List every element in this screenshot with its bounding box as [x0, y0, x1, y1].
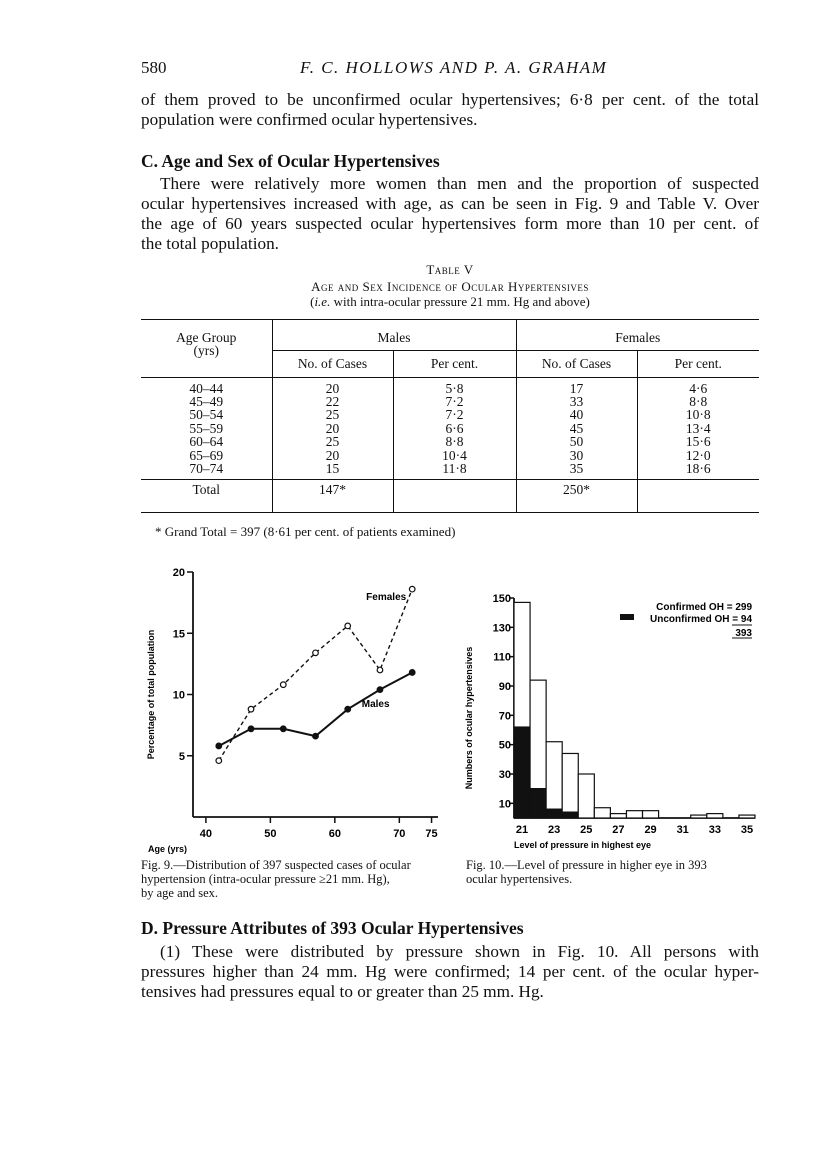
- x-tick-label: 40: [199, 828, 213, 840]
- table-footnote: * Grand Total = 397 (8·61 per cent. of patients examined): [155, 524, 456, 539]
- text-line: tensives had pressures equal to or greater than 25 mm. Hg.: [141, 982, 544, 1001]
- cell-m-pct: 7·2: [393, 395, 516, 409]
- bar-confirmed: [562, 753, 578, 812]
- data-point-females: [280, 682, 286, 688]
- y-axis-label: Percentage of total population: [146, 629, 156, 760]
- text-line: pressures higher than 24 mm. Hg were confirmed; 14 per cent. of the ocular hyper-: [141, 962, 759, 981]
- text-line: There were relatively more women than men and the proportion of suspected: [160, 174, 759, 193]
- y-tick-label: 10: [172, 689, 185, 702]
- x-axis-label: Age (yrs): [148, 844, 188, 854]
- cell-f-pct: 8·8: [637, 395, 759, 409]
- bar-confirmed: [707, 814, 723, 818]
- cell-m-pct: 7·2: [393, 408, 516, 422]
- section-c-heading: C. Age and Sex of Ocular Hypertensives: [141, 151, 440, 171]
- page-number: 580: [141, 58, 167, 77]
- fig9-line-chart: [138, 560, 448, 860]
- bar-confirmed: [643, 811, 659, 818]
- table-row: [141, 395, 759, 409]
- y-tick-label: 5: [178, 750, 185, 763]
- data-point-males: [409, 670, 415, 676]
- header-male-cases: No. of Cases: [272, 351, 393, 378]
- y-tick-label: 20: [172, 567, 185, 579]
- table-label-text: Table V: [426, 262, 474, 277]
- x-tick-label: 50: [264, 828, 277, 840]
- cell-f-cases: 40: [516, 408, 637, 422]
- cell-f-cases: 30: [516, 449, 637, 463]
- data-point-females: [377, 667, 383, 673]
- cell-m-cases: 20: [272, 378, 393, 395]
- total-females-empty: [637, 479, 759, 512]
- table-label: [141, 262, 759, 277]
- cell-m-pct: 8·8: [393, 435, 516, 449]
- table-title: [141, 279, 759, 294]
- y-tick-label: 10: [498, 798, 511, 811]
- cell-age: 40–44: [189, 380, 224, 396]
- table-body: [141, 378, 759, 480]
- table-v: [141, 319, 759, 513]
- header-age-group-label: Age Group: [176, 330, 237, 345]
- x-tick-label: 21: [515, 824, 529, 836]
- text-line: the age of 60 years suspected ocular hypertensives form more than 10 per cent. of: [141, 214, 759, 233]
- x-tick-label: 60: [328, 828, 341, 840]
- caption-line: Fig. 10.—Level of pressure in higher eye in 393: [466, 858, 707, 872]
- cell-f-pct: 18·6: [637, 462, 759, 479]
- cell-m-pct: 6·6: [393, 422, 516, 436]
- legend-unconfirmed-swatch: [620, 614, 634, 620]
- cell-age: 65–69: [189, 447, 224, 463]
- data-point-males: [313, 733, 319, 739]
- section-c-paragraph: [141, 174, 759, 254]
- cell-f-pct: 12·0: [637, 449, 759, 463]
- bar-confirmed: [546, 742, 562, 809]
- header-age-group-unit: (yrs): [193, 343, 219, 358]
- header-female-cases: No. of Cases: [516, 351, 637, 378]
- total-males-empty: [393, 479, 516, 512]
- fig10-bar-chart: [458, 586, 768, 854]
- y-tick-label: 50: [498, 739, 511, 752]
- cell-m-cases: 22: [272, 395, 393, 409]
- cell-m-cases: 25: [272, 435, 393, 449]
- bar-confirmed: [610, 814, 626, 818]
- text-line: (1) These were distributed by pressure shown in Fig. 10. All persons with: [160, 942, 759, 961]
- intro-paragraph: [141, 90, 759, 130]
- cell-age: 60–64: [189, 434, 224, 450]
- cell-age: 70–74: [189, 461, 224, 476]
- cell-age: 45–49: [189, 393, 224, 409]
- cell-f-cases: 35: [516, 462, 637, 479]
- data-point-females: [313, 650, 319, 656]
- legend-label-females: Females: [366, 592, 407, 604]
- caption-line: Fig. 9.—Distribution of 397 suspected cases of ocular: [141, 858, 411, 872]
- x-tick-label: 29: [644, 824, 657, 836]
- bar-confirmed: [739, 815, 755, 818]
- table-subtitle-italic: i.e.: [314, 294, 331, 309]
- header-age-group: [141, 320, 272, 378]
- legend-label-males: Males: [361, 699, 390, 711]
- y-tick-label: 90: [498, 681, 511, 693]
- caption-line: by age and sex.: [141, 886, 219, 900]
- x-tick-label: 35: [740, 824, 754, 836]
- total-females: 250*: [516, 479, 637, 512]
- caption-line: ocular hypertensives.: [466, 872, 573, 886]
- header-males: Males: [272, 320, 516, 351]
- y-tick-label: 130: [492, 622, 511, 635]
- x-tick-label: 31: [676, 824, 689, 836]
- table-row: [141, 408, 759, 422]
- table-title-text: Age and Sex Incidence of Ocular Hypertensives: [311, 279, 589, 294]
- data-point-males: [377, 687, 383, 693]
- x-tick-label: 70: [393, 828, 406, 840]
- running-header-authors: F. C. HOLLOWS AND P. A. GRAHAM: [300, 58, 608, 77]
- x-tick-label: 33: [708, 824, 721, 836]
- cell-m-cases: 20: [272, 422, 393, 436]
- bar-unconfirmed: [562, 812, 578, 818]
- y-tick-label: 70: [498, 710, 511, 723]
- x-axis-label: Level of pressure in highest eye: [514, 840, 652, 850]
- section-d-paragraph: [141, 942, 759, 1002]
- data-point-males: [248, 726, 254, 732]
- bar-confirmed: [691, 815, 707, 818]
- header-female-percent: Per cent.: [637, 351, 759, 378]
- cell-f-pct: 15·6: [637, 435, 759, 449]
- data-point-females: [248, 706, 254, 712]
- table-row: [141, 449, 759, 463]
- bar-unconfirmed: [546, 809, 562, 818]
- legend-unconfirmed: Unconfirmed OH = 94: [650, 614, 752, 625]
- total-males: 147*: [272, 479, 393, 512]
- cell-m-cases: 20: [272, 449, 393, 463]
- text-line: population were confirmed ocular hypertensives.: [141, 110, 478, 129]
- cell-f-cases: 17: [516, 378, 637, 395]
- data-point-females: [409, 586, 415, 592]
- x-tick-label: 27: [612, 824, 625, 836]
- caption-line: hypertension (intra-ocular pressure ≥21 mm. Hg),: [141, 872, 390, 886]
- bar-confirmed: [530, 680, 546, 789]
- cell-f-pct: 10·8: [637, 408, 759, 422]
- y-tick-label: 150: [492, 593, 511, 605]
- cell-age: 55–59: [189, 420, 224, 436]
- legend-confirmed: Confirmed OH = 299: [656, 602, 752, 613]
- cell-f-cases: 50: [516, 435, 637, 449]
- table-subtitle: (i.e. with intra-ocular pressure 21 mm. Hg and above): [310, 294, 590, 309]
- bar-confirmed: [578, 774, 594, 818]
- table-row: [141, 378, 759, 395]
- section-d-heading: D. Pressure Attributes of 393 Ocular Hypertensives: [141, 918, 524, 938]
- y-tick-label: 110: [493, 651, 511, 664]
- table-row: [141, 422, 759, 436]
- x-tick-label: 23: [548, 824, 561, 836]
- cell-f-cases: 33: [516, 395, 637, 409]
- cell-f-pct: 4·6: [637, 378, 759, 395]
- legend-total: 393: [735, 628, 752, 639]
- bar-unconfirmed: [530, 789, 546, 818]
- data-point-males: [216, 743, 222, 749]
- header-females: Females: [516, 320, 759, 351]
- text-line: of them proved to be unconfirmed ocular hypertensives; 6·8 per cent. of the total: [141, 90, 759, 109]
- cell-m-cases: 15: [272, 462, 393, 479]
- text-line: the total population.: [141, 234, 279, 253]
- cell-f-pct: 13·4: [637, 422, 759, 436]
- fig10-caption: [466, 858, 766, 886]
- y-axis-label: Numbers of ocular hypertensives: [464, 646, 474, 790]
- data-point-females: [216, 758, 222, 764]
- data-point-males: [345, 706, 351, 712]
- total-label: Total: [141, 479, 272, 512]
- data-point-females: [345, 623, 351, 629]
- table-subtitle-text: with intra-ocular pressure 21 mm. Hg and above): [333, 294, 590, 309]
- header-male-percent: Per cent.: [393, 351, 516, 378]
- bar-confirmed: [626, 811, 642, 818]
- x-tick-label: 25: [580, 824, 593, 836]
- cell-m-cases: 25: [272, 408, 393, 422]
- bar-confirmed: [514, 602, 530, 727]
- cell-m-pct: 5·8: [393, 378, 516, 395]
- cell-age: 50–54: [189, 407, 224, 423]
- cell-f-cases: 45: [516, 422, 637, 436]
- text-line: ocular hypertensives increased with age, as can be seen in Fig. 9 and Table V. Over: [141, 194, 759, 213]
- x-tick-label: 75: [425, 828, 438, 840]
- data-point-males: [280, 726, 286, 732]
- cell-m-pct: 10·4: [393, 449, 516, 463]
- y-tick-label: 15: [172, 628, 185, 641]
- y-tick-label: 30: [498, 769, 511, 781]
- fig9-caption: [141, 858, 441, 900]
- bar-unconfirmed: [514, 727, 530, 818]
- table-row: [141, 435, 759, 449]
- bar-confirmed: [594, 808, 610, 818]
- cell-m-pct: 11·8: [393, 462, 516, 479]
- table-row: [141, 462, 759, 479]
